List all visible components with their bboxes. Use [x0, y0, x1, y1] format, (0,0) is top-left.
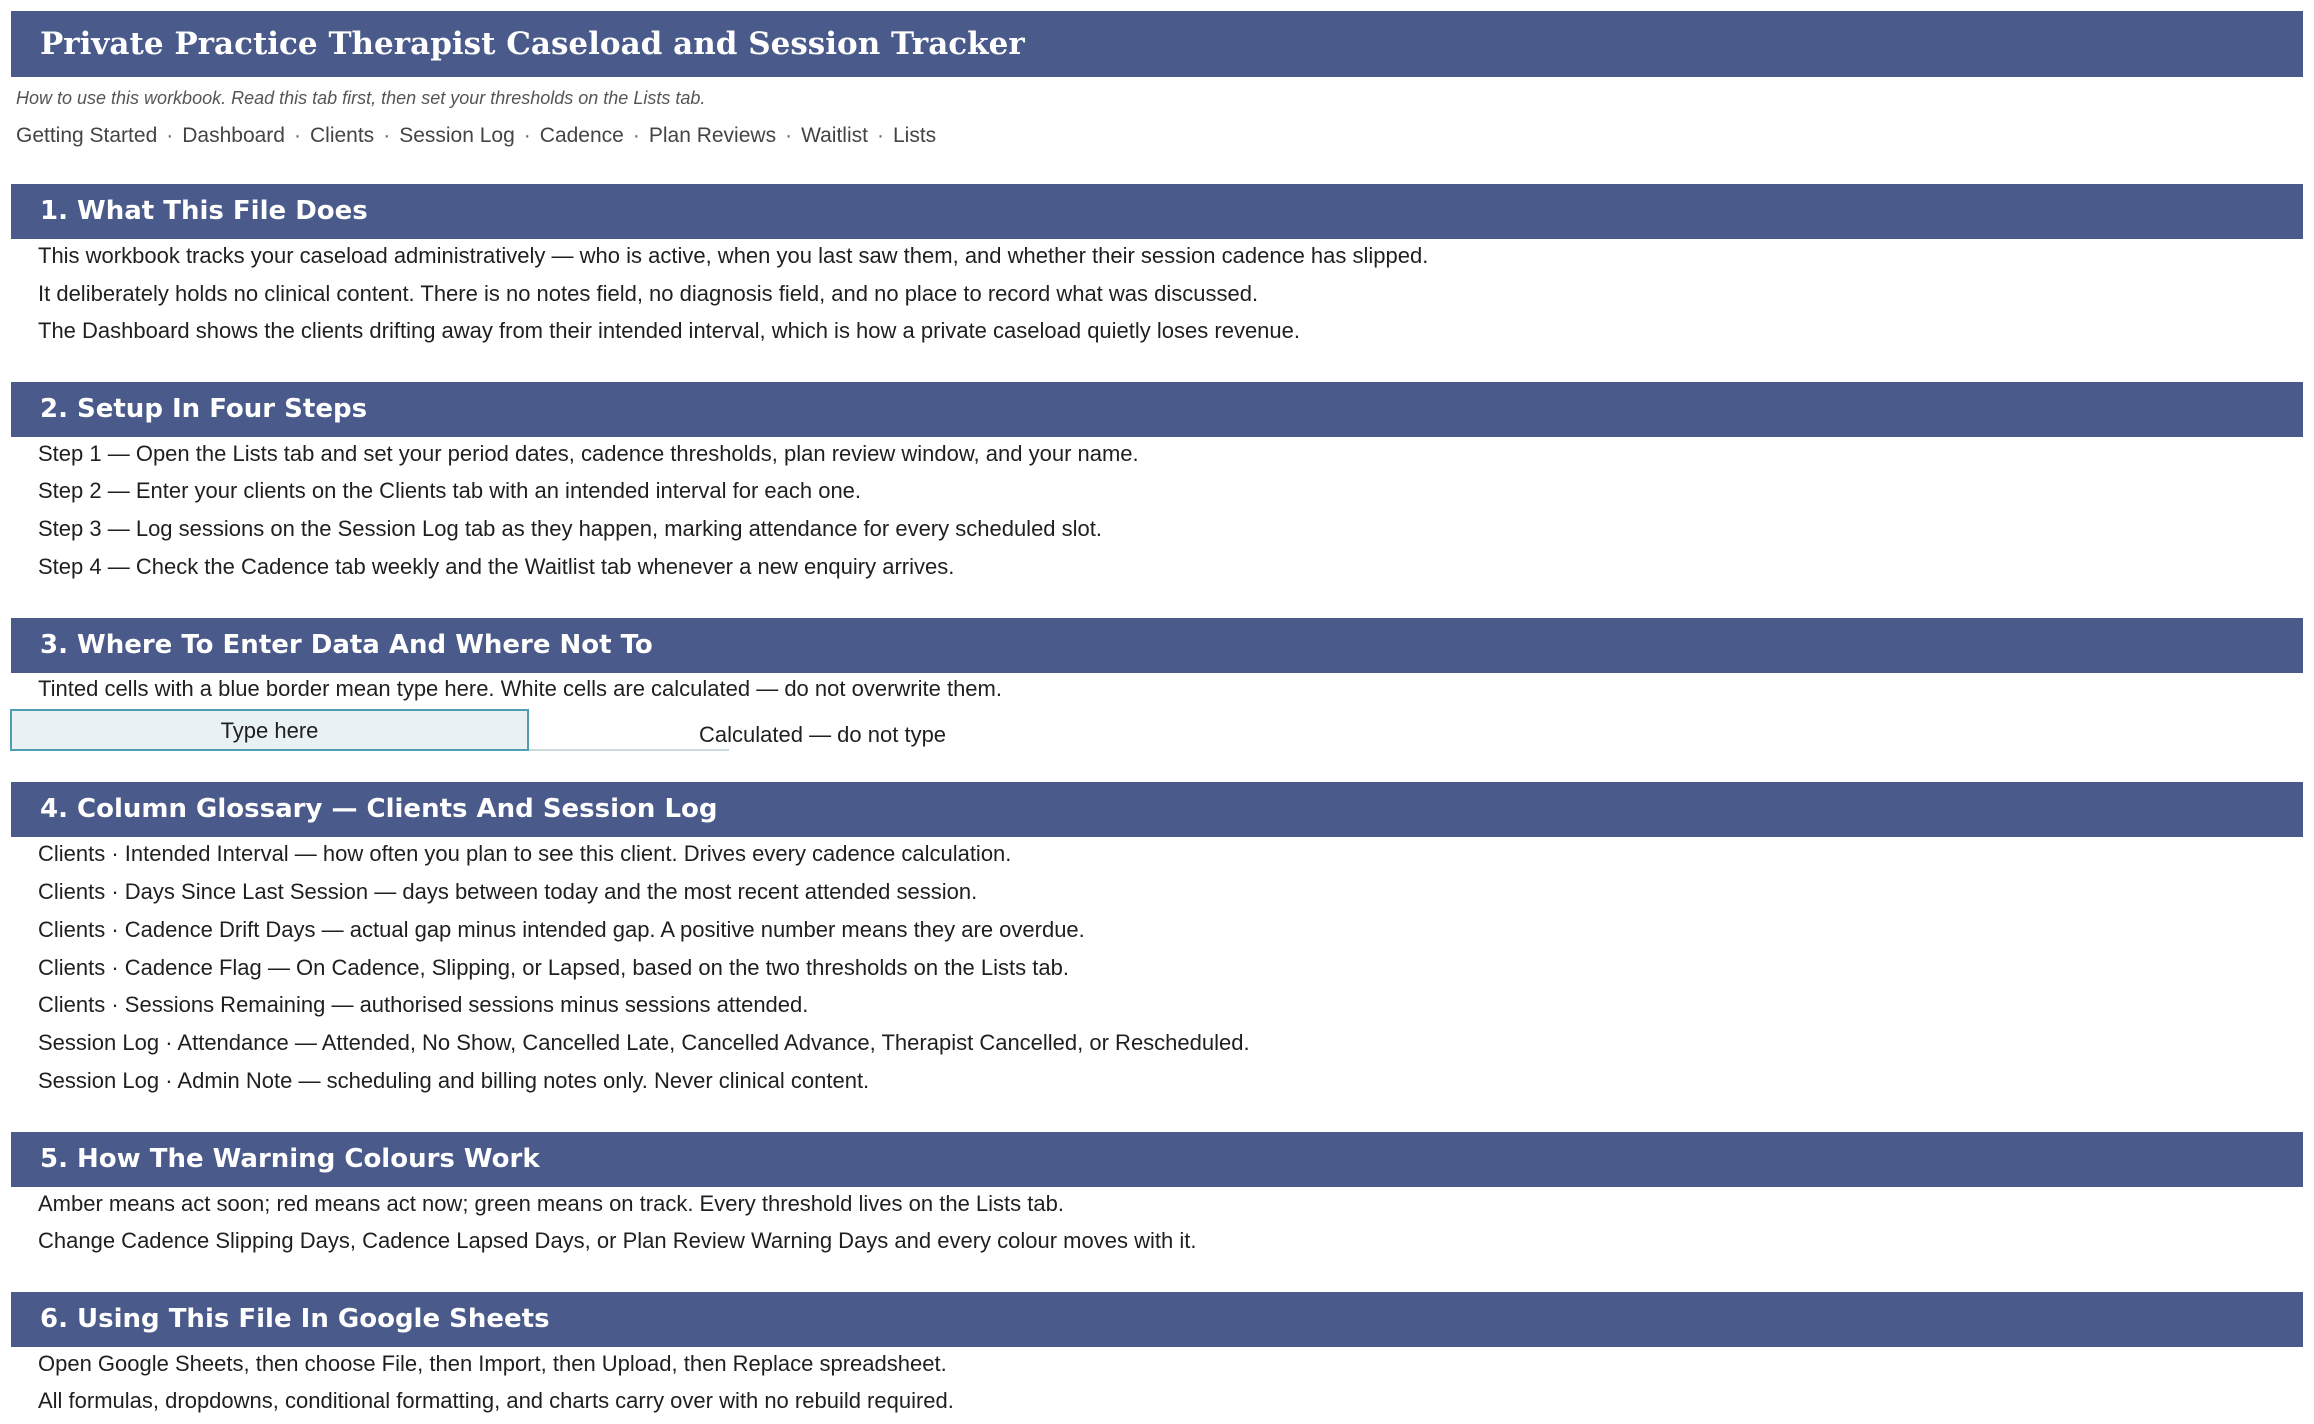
section-title: 1. What This File Does [40, 196, 368, 226]
section-line: The Dashboard shows the clients drifting away from their intended interval, which is how a private caseload quietly loses revenue. [38, 318, 1300, 343]
section-line: Step 3 — Log sessions on the Session Log tab as they happen, marking attendance for every scheduled slot. [38, 516, 1103, 541]
page-subtitle: How to use this workbook. Read this tab first, then set your thresholds on the Lists tab. [16, 88, 706, 108]
section-line: Amber means act soon; red means act now; green means on track. Every threshold lives on the Lists tab. [38, 1191, 1064, 1216]
section-line: Tinted cells with a blue border mean type here. White cells are calculated — do not overwrite them. [38, 676, 1002, 701]
nav-link-waitlist[interactable]: Waitlist [801, 124, 868, 147]
section-line: Clients · Cadence Flag — On Cadence, Slipping, or Lapsed, based on the two thresholds on the Lists tab. [38, 955, 1069, 980]
section-line: Clients · Cadence Drift Days — actual gap minus intended gap. A positive number means they are overdue. [38, 917, 1085, 942]
section-line: Step 1 — Open the Lists tab and set your period dates, cadence thresholds, plan review window, and your name. [38, 441, 1139, 466]
nav-link-session-log[interactable]: Session Log [399, 124, 515, 147]
nav-separator: · [876, 124, 884, 147]
section-line: Clients · Sessions Remaining — authorised sessions minus sessions attended. [38, 992, 809, 1017]
nav-link-clients[interactable]: Clients [309, 124, 375, 147]
section-header-where-to-enter-data [11, 618, 2303, 673]
section-header-google-sheets [11, 1292, 2303, 1347]
nav-separator: · [785, 124, 793, 147]
section-title: 6. Using This File In Google Sheets [40, 1304, 550, 1334]
section-line: Change Cadence Slipping Days, Cadence Lapsed Days, or Plan Review Warning Days and every colour moves with it. [38, 1228, 1197, 1253]
input-cell-example [10, 709, 529, 751]
page-title: Private Practice Therapist Caseload and Session Tracker [40, 26, 1025, 62]
nav-separator: · [166, 124, 174, 147]
input-cell-label: Type here [220, 718, 319, 743]
nav-separator: · [383, 124, 391, 147]
section-header-what-this-file-does [11, 184, 2303, 239]
section-header-column-glossary [11, 782, 2303, 837]
section-title: 2. Setup In Four Steps [40, 394, 368, 424]
section-line: It deliberately holds no clinical content. There is no notes field, no diagnosis field, and no place to record what was discussed. [38, 281, 1259, 306]
section-line: Step 2 — Enter your clients on the Clients tab with an intended interval for each one. [38, 478, 862, 503]
section-header-warning-colours [11, 1132, 2303, 1187]
nav-link-dashboard[interactable]: Dashboard [182, 124, 285, 147]
section-line: Session Log · Admin Note — scheduling and billing notes only. Never clinical content. [38, 1068, 870, 1093]
tab-navigation [16, 124, 936, 148]
nav-link-lists[interactable]: Lists [892, 124, 937, 147]
section-title: 5. How The Warning Colours Work [40, 1144, 540, 1174]
nav-separator: · [293, 124, 301, 147]
section-line: Session Log · Attendance — Attended, No Show, Cancelled Late, Cancelled Advance, Therapist Cancelled, or Rescheduled. [38, 1030, 1250, 1055]
calculated-cell-label: Calculated — do not type [699, 722, 947, 747]
section-title: 4. Column Glossary — Clients And Session Log [40, 794, 718, 824]
title-banner [11, 11, 2303, 77]
section-line: Step 4 — Check the Cadence tab weekly and the Waitlist tab whenever a new enquiry arrives. [38, 554, 955, 579]
section-line: Clients · Intended Interval — how often you plan to see this client. Drives every cadence calculation. [38, 841, 1012, 866]
nav-link-plan-reviews[interactable]: Plan Reviews [648, 124, 777, 147]
section-header-setup [11, 382, 2303, 437]
nav-link-getting-started[interactable]: Getting Started [16, 124, 158, 147]
section-line: All formulas, dropdowns, conditional formatting, and charts carry over with no rebuild required. [38, 1388, 954, 1413]
section-line: Open Google Sheets, then choose File, then Import, then Upload, then Replace spreadsheet. [38, 1351, 947, 1376]
section-line: Clients · Days Since Last Session — days between today and the most recent attended session. [38, 879, 978, 904]
nav-separator: · [523, 124, 531, 147]
section-title: 3. Where To Enter Data And Where Not To [40, 630, 653, 660]
nav-link-cadence[interactable]: Cadence [539, 124, 624, 147]
nav-separator: · [632, 124, 640, 147]
section-line: This workbook tracks your caseload administratively — who is active, when you last saw them, and whether their session cadence has slipped. [38, 243, 1429, 268]
